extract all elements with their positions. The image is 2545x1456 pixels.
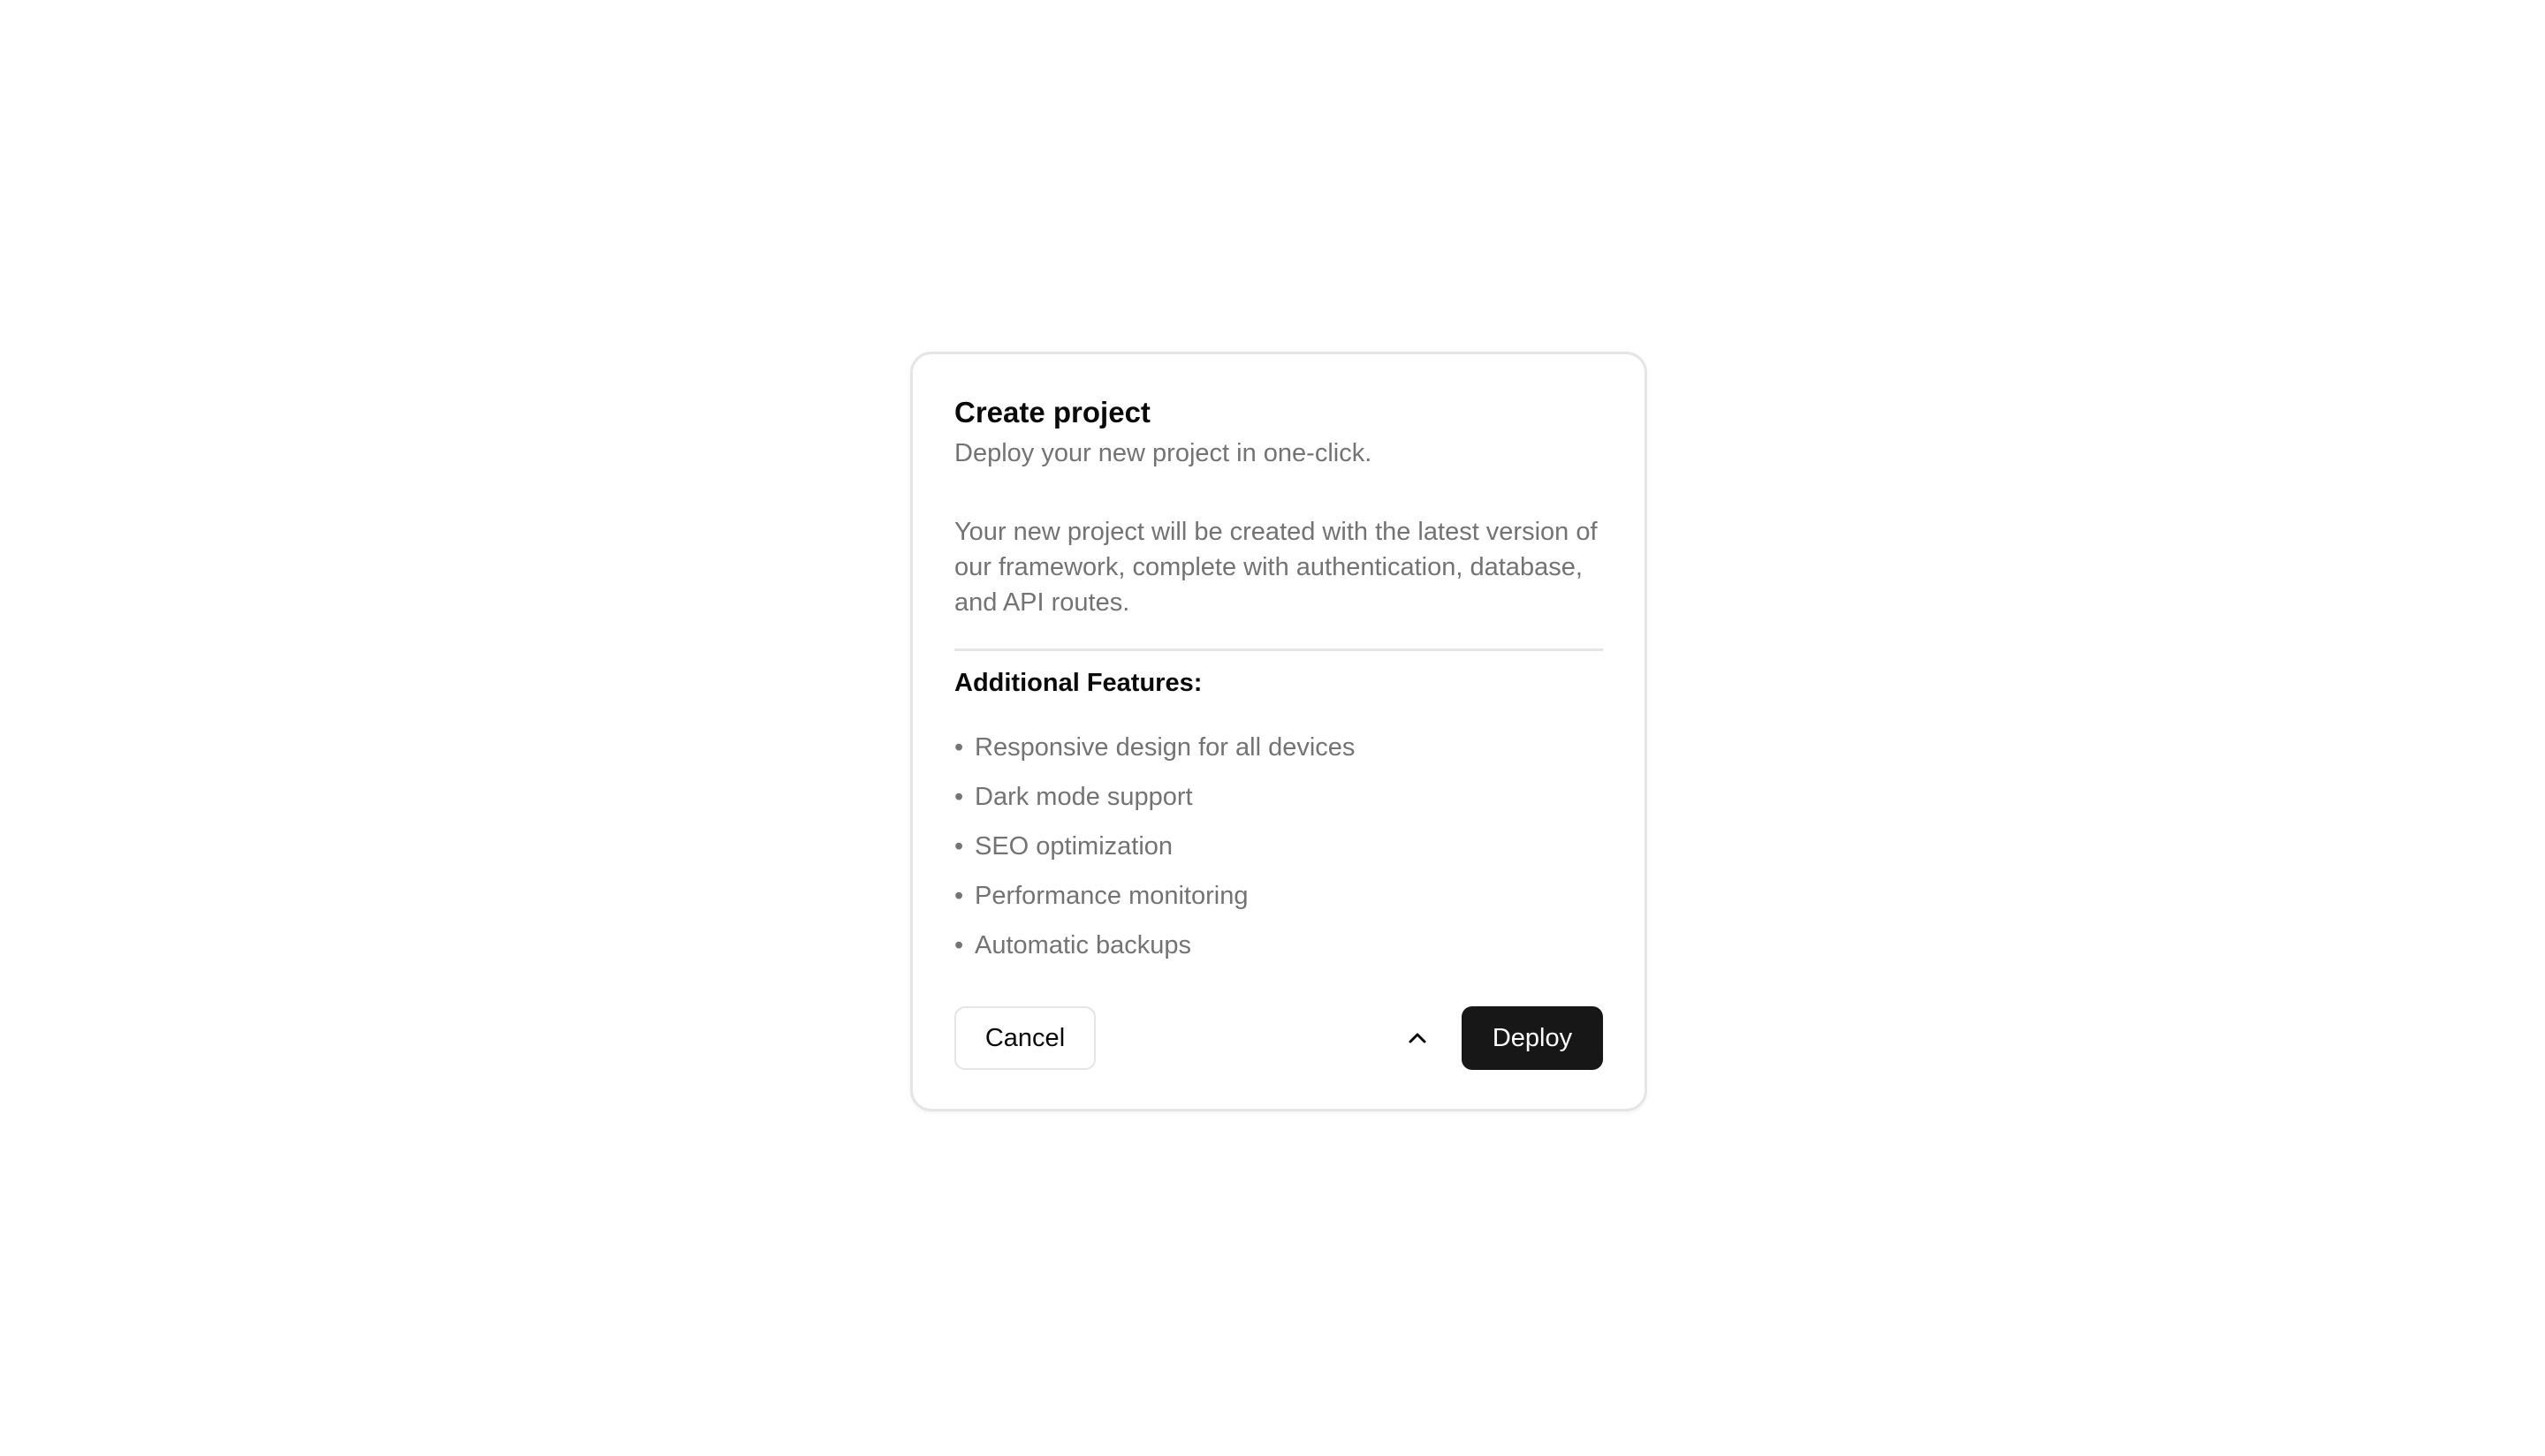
collapse-toggle-button[interactable] [1396,1006,1439,1070]
feature-label: Performance monitoring [975,882,1249,910]
feature-label: Dark mode support [975,783,1193,811]
chevron-up-icon [1408,1032,1427,1044]
feature-item [954,878,1355,928]
feature-label: Automatic backups [975,931,1192,959]
deploy-button[interactable]: Deploy [1462,1006,1603,1070]
feature-item [954,829,1355,878]
bullet-icon: • [954,832,964,861]
feature-label: Responsive design for all devices [975,733,1356,762]
features-heading: Additional Features: [954,669,1203,697]
feature-list [954,730,1355,977]
bullet-icon: • [954,882,964,910]
card-description: Your new project will be created with the latest version of our framework, complete with authentication, database, and API routes. [954,518,1598,617]
feature-item [954,779,1355,829]
section-divider [954,648,1603,651]
card-footer [954,1006,1603,1070]
create-project-card [910,352,1647,1111]
bullet-icon: • [954,783,964,811]
card-content [954,354,1603,1109]
feature-label: SEO optimization [975,832,1174,861]
card-subtitle: Deploy your new project in one-click. [954,439,1372,467]
cancel-button[interactable]: Cancel [954,1006,1096,1070]
feature-item [954,730,1355,779]
feature-item [954,928,1355,977]
bullet-icon: • [954,931,964,959]
bullet-icon: • [954,733,964,762]
card-title: Create project [954,396,1151,428]
